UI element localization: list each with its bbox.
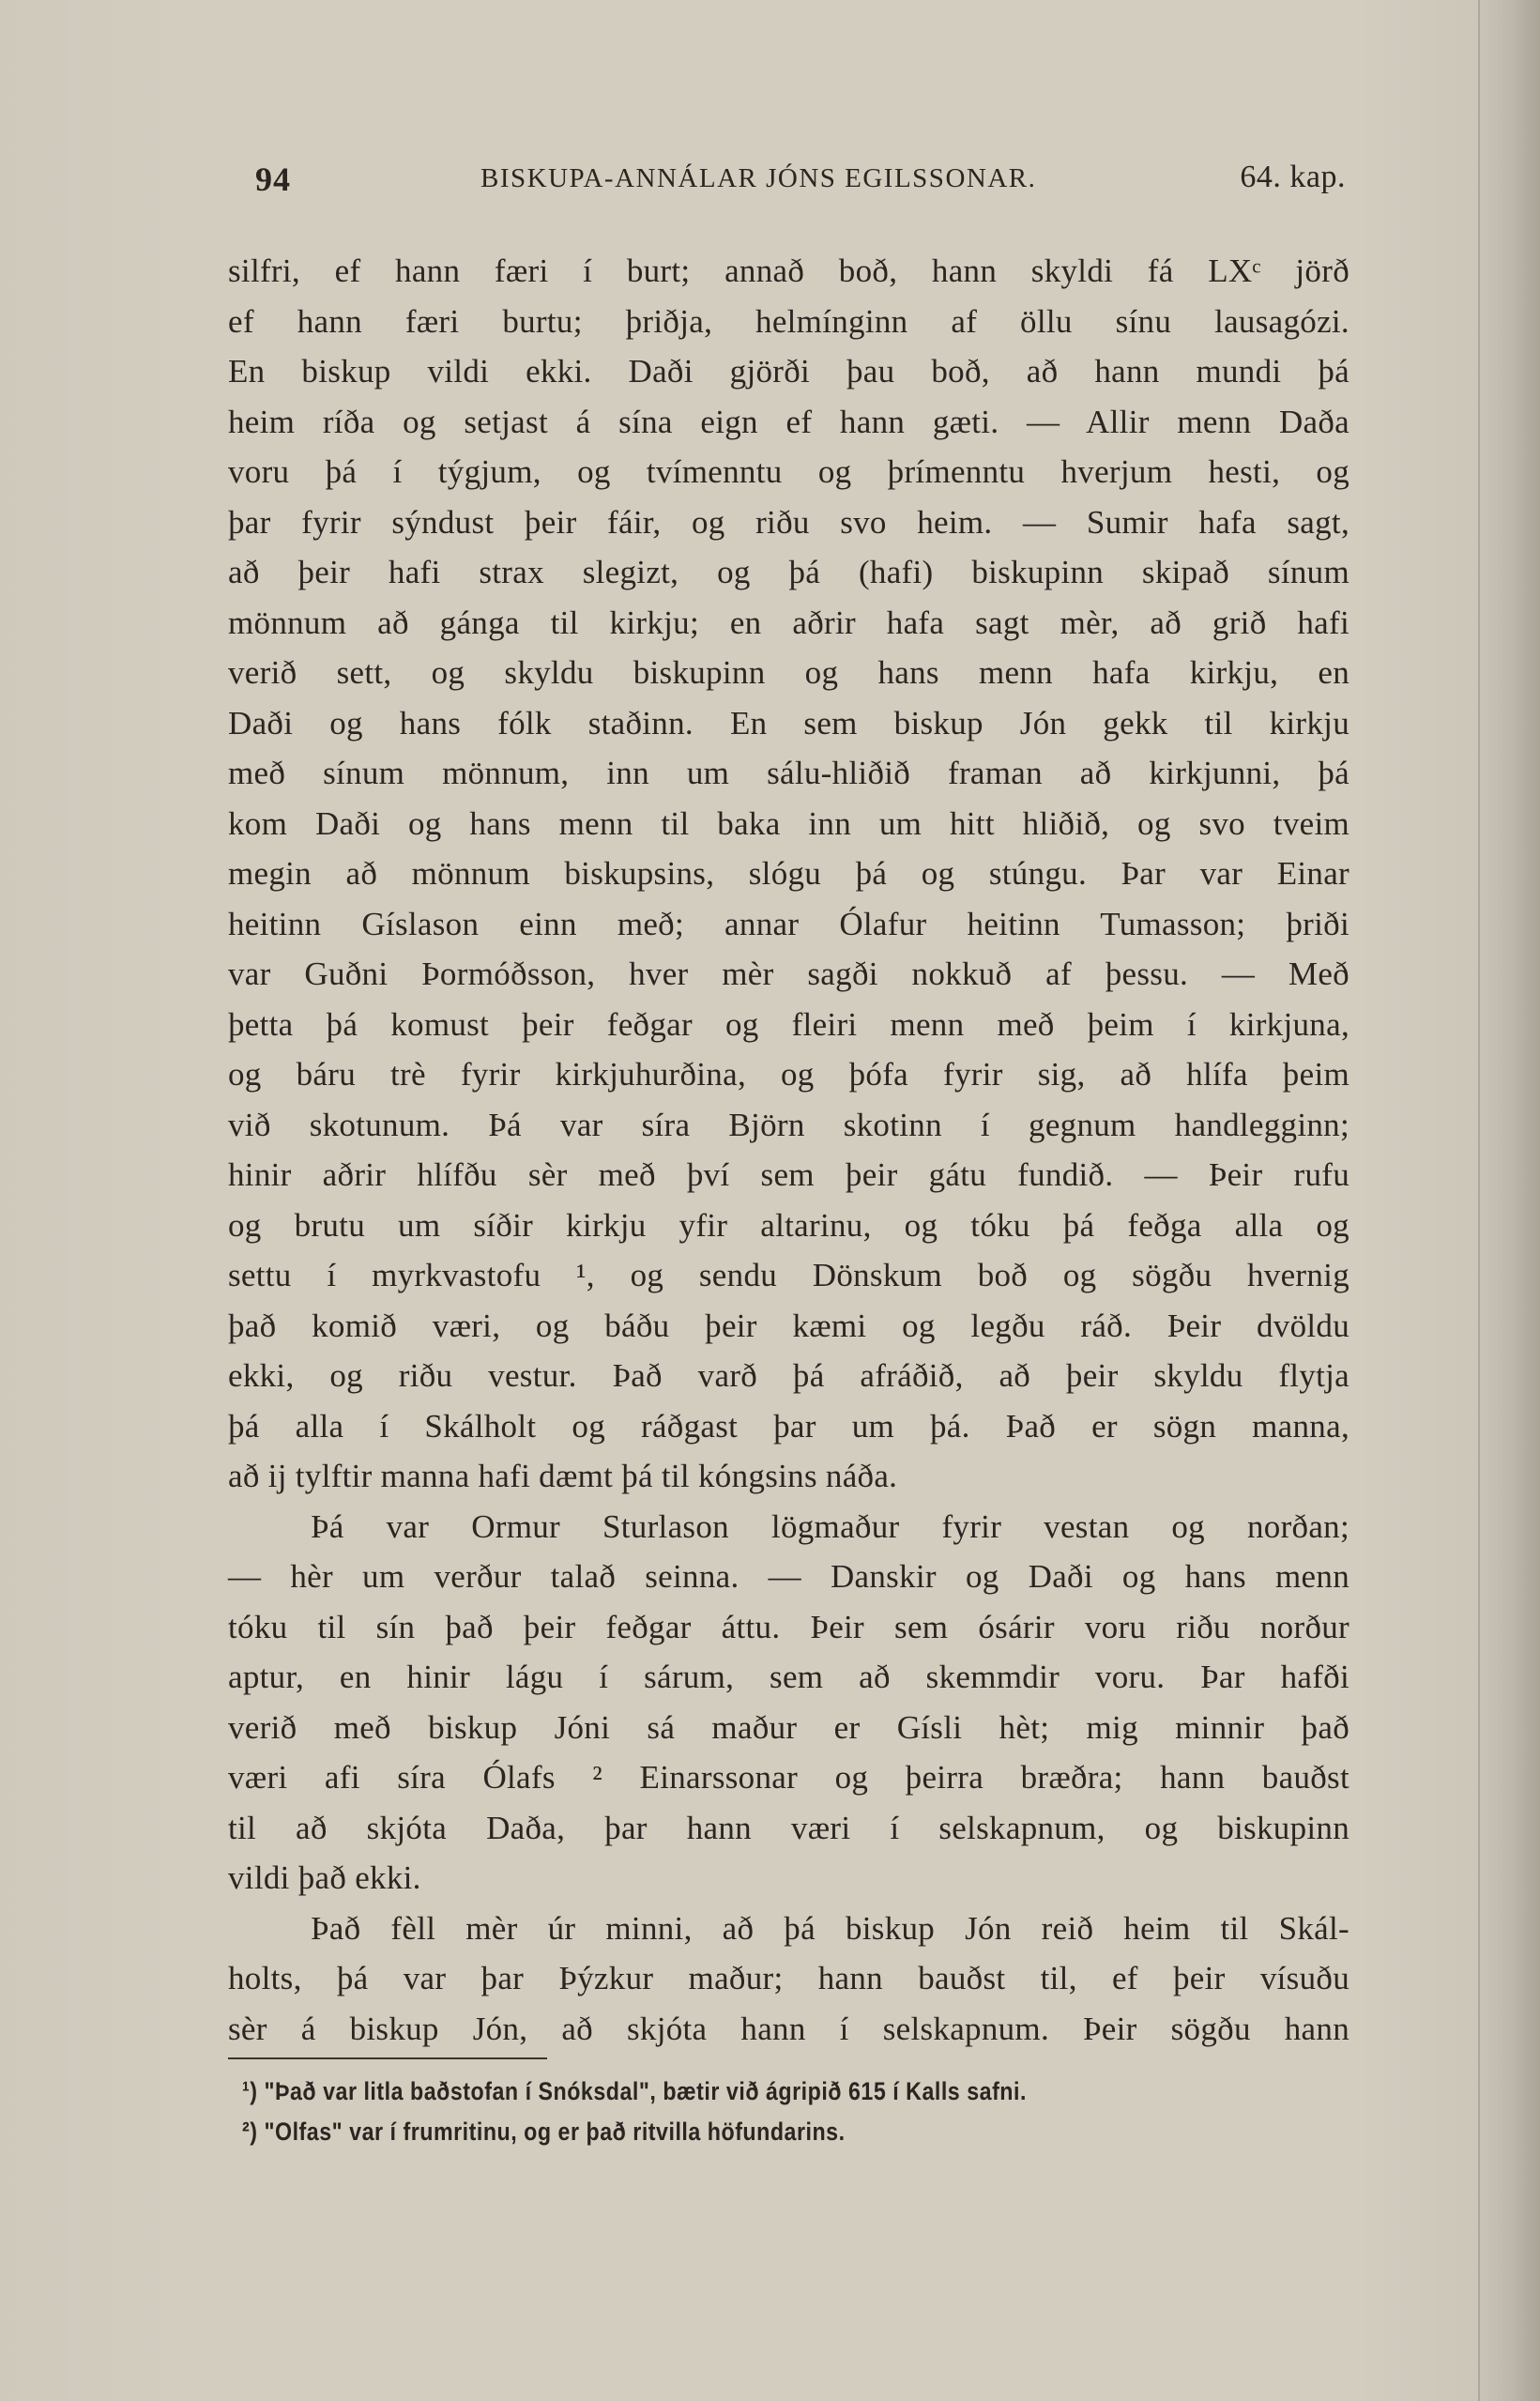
text-line: Daði og hans fólk staðinn. En sem biskup Jón gekk til kirkju (228, 704, 1349, 742)
text-line: verið sett, og skyldu biskupinn og hans menn hafa kirkju, en (228, 654, 1349, 691)
text-line: það komið væri, og báðu þeir kæmi og legðu ráð. Þeir dvöldu (228, 1307, 1349, 1344)
text-line: að þeir hafi strax slegizt, og þá (hafi) biskupinn skipað sínum (228, 554, 1349, 590)
text-line: megin að mönnum biskupsins, slógu þá og stúngu. Þar var Einar (228, 855, 1349, 892)
text-line: ef hann færi burtu; þriðja, helmínginn af öllu sínu lausagózi. (228, 302, 1349, 340)
text-line: heim ríða og setjast á sína eign ef hann gæti. — Allir menn Daða (228, 403, 1349, 440)
page-number: 94 (255, 161, 291, 198)
text-line: kom Daði og hans menn til baka inn um hitt hliðið, og svo tveim (228, 804, 1349, 842)
text-line: aptur, en hinir lágu í sárum, sem að skemmdir voru. Þar hafði (228, 1659, 1349, 1695)
text-line: En biskup vildi ekki. Daði gjörði þau boð, að hann mundi þá (228, 353, 1349, 390)
text-line: Þá var Ormur Sturlason lögmaður fyrir vestan og norðan; (311, 1507, 1349, 1545)
text-line: við skotunum. Þá var síra Björn skotinn í gegnum handlegginn; (228, 1106, 1349, 1143)
text-line: með sínum mönnum, inn um sálu-hliðið framan að kirkjunni, þá (228, 755, 1349, 791)
text-line: til að skjóta Daða, þar hann væri í selskapnum, og biskupinn (228, 1809, 1349, 1846)
chapter-label: 64. kap. (1240, 160, 1346, 194)
footnote-1: ¹) "Það var litla baðstofan í Snóksdal", bætir við ágripið 615 í Kalls safni. (242, 2077, 1027, 2105)
text-line: holts, þá var þar Þýzkur maður; hann bauðst til, ef þeir vísuðu (228, 1960, 1349, 1996)
running-head-title: BISKUPA-ANNÁLAR JÓNS EGILSSONAR. (480, 163, 1037, 193)
text-line: sèr á biskup Jón, að skjóta hann í selskapnum. Þeir sögðu hann (228, 2010, 1349, 2047)
text-line: að ij tylftir manna hafi dæmt þá til kóngsins náða. (228, 1458, 898, 1494)
text-line: mönnum að gánga til kirkju; en aðrir hafa sagt mèr, að grið hafi (228, 604, 1349, 641)
text-line: þá alla í Skálholt og ráðgast þar um þá. Það er sögn manna, (228, 1407, 1349, 1445)
text-line: settu í myrkvastofu ¹, og sendu Dönskum boð og sögðu hvernig (228, 1257, 1349, 1293)
text-line: — hèr um verður talað seinna. — Danskir og Daði og hans menn (228, 1558, 1349, 1595)
footnote-2: ²) "Olfas" var í frumritinu, og er það ritvilla höfundarins. (242, 2118, 846, 2146)
text-line: tóku til sín það þeir feðgar áttu. Þeir sem ósárir voru riðu norður (228, 1608, 1349, 1645)
text-line: væri afi síra Ólafs ² Einarssonar og þeirra bræðra; hann bauðst (228, 1759, 1349, 1796)
text-line: þetta þá komust þeir feðgar og fleiri menn með þeim í kirkjuna, (228, 1005, 1349, 1043)
page-gutter-shadow (1474, 0, 1540, 2401)
text-line: þar fyrir sýndust þeir fáir, og riðu svo heim. — Sumir hafa sagt, (228, 503, 1349, 541)
text-line: var Guðni Þormóðsson, hver mèr sagði nokkuð af þessu. — Með (228, 956, 1349, 992)
text-line: voru þá í týgjum, og tvímenntu og þrímenntu hverjum hesti, og (228, 453, 1349, 490)
text-line: Það fèll mèr úr minni, að þá biskup Jón reið heim til Skál- (311, 1909, 1349, 1947)
text-line: vildi það ekki. (228, 1859, 421, 1896)
text-line: hinir aðrir hlífðu sèr með því sem þeir gátu fundið. — Þeir rufu (228, 1156, 1349, 1193)
footnote-rule (228, 2057, 547, 2059)
footnotes (242, 2072, 1368, 2152)
text-line: og brutu um síðir kirkju yfir altarinu, og tóku þá feðga alla og (228, 1206, 1349, 1244)
text-line: heitinn Gíslason einn með; annar Ólafur heitinn Tumasson; þriði (228, 905, 1349, 942)
text-line: verið með biskup Jóni sá maður er Gísli hèt; mig minnir það (228, 1708, 1349, 1746)
page-gutter-line (1478, 0, 1480, 2401)
text-line: silfri, ef hann færi í burt; annað boð, hann skyldi fá LXᶜ jörð (228, 252, 1349, 289)
text-line: ekki, og riðu vestur. Það varð þá afráðið, að þeir skyldu flytja (228, 1357, 1349, 1394)
body-text (228, 246, 1349, 2054)
running-head (255, 160, 1346, 206)
text-line: og báru trè fyrir kirkjuhurðina, og þófa fyrir sig, að hlífa þeim (228, 1056, 1349, 1093)
